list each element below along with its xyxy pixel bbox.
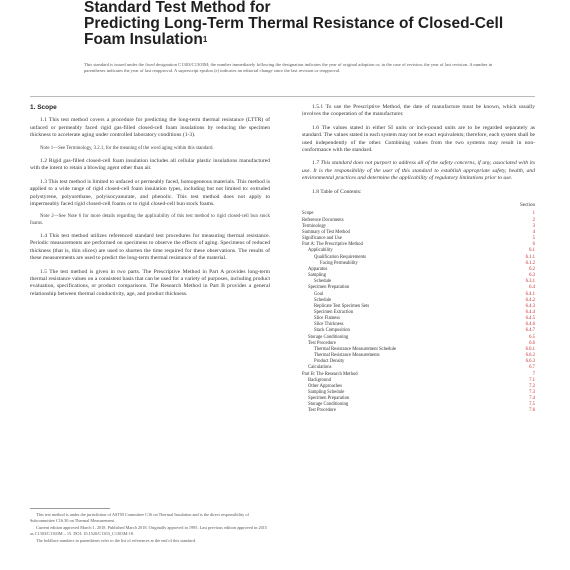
toc-section-number: 7.6 (529, 408, 535, 414)
toc-section-number: 7.3 (529, 390, 535, 395)
toc-label: Product Density (314, 359, 345, 365)
footnote-2: Current edition approved March 1, 2018. Published March 2018. Originally approved in 1995. Last previous edition approved in 2015 as C1303/C1303M – 15. DOI: 10.1520/C1303_C1303M-18. (30, 525, 268, 536)
toc-label: Qualification Requirements (314, 254, 366, 260)
toc-label: Test Procedure (308, 408, 336, 414)
title-line-2: Predicting Long-Term Thermal Resistance of Closed-Cell (84, 15, 504, 32)
toc-section-number: 5 (532, 236, 535, 242)
toc-section-header: Section (520, 203, 535, 209)
toc-label: Part A: The Prescriptive Method (302, 242, 363, 248)
toc-section-number: 7.4 (529, 396, 535, 402)
para-1-4: 1.4 This test method utilizes referenced standard test procedures for measuring thermal resistance. Periodic measurements are performed on specimens to observe the effects of aging. Specimens of reduced thickness (that is, thin slices) are used to shorten the time required for these observations. The results of these measurements are used to predict the long-term thermal resistance of the material. (30, 232, 270, 262)
toc-section-number: 2 (532, 217, 535, 223)
toc-label: Calculations (308, 365, 332, 371)
toc-label: Part B: The Research Method (302, 371, 358, 377)
toc-section-number: 6.6.3 (525, 359, 535, 365)
toc-section-number: 6.1 (529, 248, 535, 254)
toc-section-number: 6.4.7 (525, 328, 535, 334)
toc-label: Thermal Resistance Measurements (314, 353, 380, 359)
para-1-2: 1.2 Rigid gas-filled closed-cell foam insulation includes all cellular plastic insulations manufactured with the intent to retain a blowing agent other than air. (30, 157, 270, 172)
toc-section-number: 6.2 (529, 266, 535, 272)
scope-heading: 1. Scope (30, 104, 57, 111)
footnotes (30, 512, 270, 546)
para-1-8: 1.8 Table of Contents: (312, 188, 362, 195)
toc-label: Goal (314, 291, 324, 297)
toc-label: Stack Composition (314, 328, 350, 334)
toc-section-number: 6.3 (529, 273, 535, 279)
footnote-divider (30, 508, 110, 509)
toc-section-number: 6.4.4 (525, 309, 535, 315)
toc-section-number: 6.5 (529, 334, 535, 340)
note-1: Note 1—See Terminology, 3.2.1, for the meaning of the word aging within this standard. (40, 145, 214, 151)
toc-section-number: 6.4.6 (525, 322, 535, 328)
toc-label: Significance and Use (302, 236, 342, 242)
toc-label: Facing Permeability (320, 260, 358, 266)
header-divider (30, 96, 535, 97)
footnote-3: The boldface numbers in parentheses refer to the list of references at the end of this standard. (36, 538, 196, 544)
title-line-1: Standard Test Method for (84, 0, 271, 16)
toc-label: Thermal Resistance Measurement Schedule (314, 346, 397, 352)
toc-section-number: 6.7 (529, 365, 535, 371)
toc-label: Slice Flatness (314, 316, 340, 322)
right-column (302, 104, 535, 415)
title-line-3-text: Foam Insulation (84, 31, 203, 48)
toc-section-number: 6.4 (529, 285, 535, 291)
toc-section-number: 6 (532, 242, 535, 248)
toc-label: Sampling (308, 273, 326, 279)
toc-label: Applicability (308, 248, 333, 254)
toc-section-number: 1 (532, 211, 535, 217)
toc-label: Other Approaches (308, 383, 342, 389)
toc-label: Scope (302, 211, 314, 217)
para-1-6: 1.6 The values stated in either SI units or inch-pound units are to be regarded separately as standard. The values stated in each system may not be exact equivalents; therefore, each system shall be used independently of the other. Combining values from the two systems may result in non-conformance with the standard. (302, 124, 535, 154)
toc-label: Specimen Extraction (314, 309, 354, 315)
toc-label: Slice Thickness (314, 322, 344, 328)
toc-section-number: 6.1.1 (525, 254, 535, 260)
toc-section-number: 4 (532, 229, 535, 235)
para-1-5-1: 1.5.1 To use the Prescriptive Method, the date of manufacture must be known, which usually involves the cooperation of the manufacturer. (302, 104, 535, 118)
toc-section-number: 6.1.2 (525, 260, 535, 266)
para-1-1: 1.1 This test method covers a procedure for predicting the long-term thermal resistance (LTTR) of unfaced or permeably faced rigid gas-filled closed-cell foam insulations by reducing the specimen thickness to accelerate aging under controlled laboratory conditions (1-3). (30, 117, 270, 139)
para-1-7: 1.7 This standard does not purport to address all of the safety concerns, if any, associated with its use. It is the responsibility of the user of this standard to establish appropriate safety, health, and environmental practices and determine the applicability of regulatory limitations prior to use. (302, 160, 535, 182)
table-of-contents (302, 202, 535, 415)
title-line-3 (84, 32, 504, 48)
note-2: Note 2—See Note 6 for more details regarding the applicability of this test method to rigid closed-cell bun stock foams. (30, 214, 270, 226)
toc-section-number: 3 (532, 223, 535, 229)
toc-label: Storage Conditioning (308, 402, 349, 408)
document-title (84, 0, 504, 48)
toc-label: Schedule (314, 279, 332, 285)
toc-section-number: 7.2 (529, 383, 535, 389)
toc-label: Summary of Test Method (302, 229, 350, 235)
toc-section-number: 6.4.5 (525, 316, 535, 322)
toc-label: Storage Conditioning (308, 334, 349, 340)
toc-section-number: 7.1 (529, 377, 535, 383)
toc-section-number: 6.6.1 (525, 346, 535, 352)
toc-label: Sampling Schedule (308, 390, 345, 395)
toc-label: Replicate Test Specimen Sets (314, 303, 370, 309)
toc-section-number: 6.4.3 (525, 303, 535, 309)
toc-label: Background (308, 377, 331, 383)
toc-label: Test Procedure (308, 340, 336, 346)
footnote-1: This test method is under the jurisdiction of ASTM Committee C16 on Thermal Insulation and is the direct responsibility of Subcommittee C16.30 on Thermal Measurement. (30, 512, 249, 523)
toc-section-number: 6.6.2 (525, 353, 535, 359)
toc-label: Specimen Preparation (308, 285, 350, 291)
toc-section-number: 6.4.2 (525, 297, 535, 303)
toc-label: Apparatus (308, 266, 328, 272)
toc-label: Reference Documents (302, 217, 344, 223)
designation-note: This standard is issued under the fixed designation C1303/C1303M; the number immediately following the designation indicates the year of original adoption or, in the case of revision, the year of last revision. A number in parentheses indicates the year of last reapproval. A superscript epsilon (ε) indicates an editorial change since the last revision or reapproval. (84, 62, 493, 74)
toc-label: Schedule (314, 297, 332, 303)
para-1-3: 1.3 This test method is limited to unfaced or permeably faced, homogeneous materials. This method is applied to a wide range of rigid closed-cell foam insulation types, including but not limited to: extruded polystyrene, polyurethane, polyisocyanurate, and phenolic. This test method does not apply to impermeably faced rigid closed-cell foams or to rigid closed-cell bun stock foams. (30, 178, 270, 207)
toc-section-number: 6.6 (529, 340, 535, 346)
left-column (30, 104, 270, 304)
toc-section-number: 7 (532, 371, 535, 377)
toc-section-number: 6.4.1 (525, 291, 535, 297)
para-1-5: 1.5 The test method is given in two parts. The Prescriptive Method in Part A provides long-term thermal resistance values on a consistent basis that can be used for a variety of purposes, including product evaluation, specifications, or product comparisons. The Research Method in Part B provides a general relationship between thermal conductivity, age, and product thickness. (30, 268, 270, 297)
toc-label: Terminology (302, 223, 327, 229)
title-footnote-mark: 1 (202, 35, 208, 44)
toc-row (302, 408, 535, 414)
toc-label: Specimen Preparation (308, 396, 350, 402)
toc-section-number: 7.5 (529, 402, 535, 408)
toc-section-number: 6.3.1 (525, 279, 535, 285)
toc-rows (302, 211, 535, 414)
